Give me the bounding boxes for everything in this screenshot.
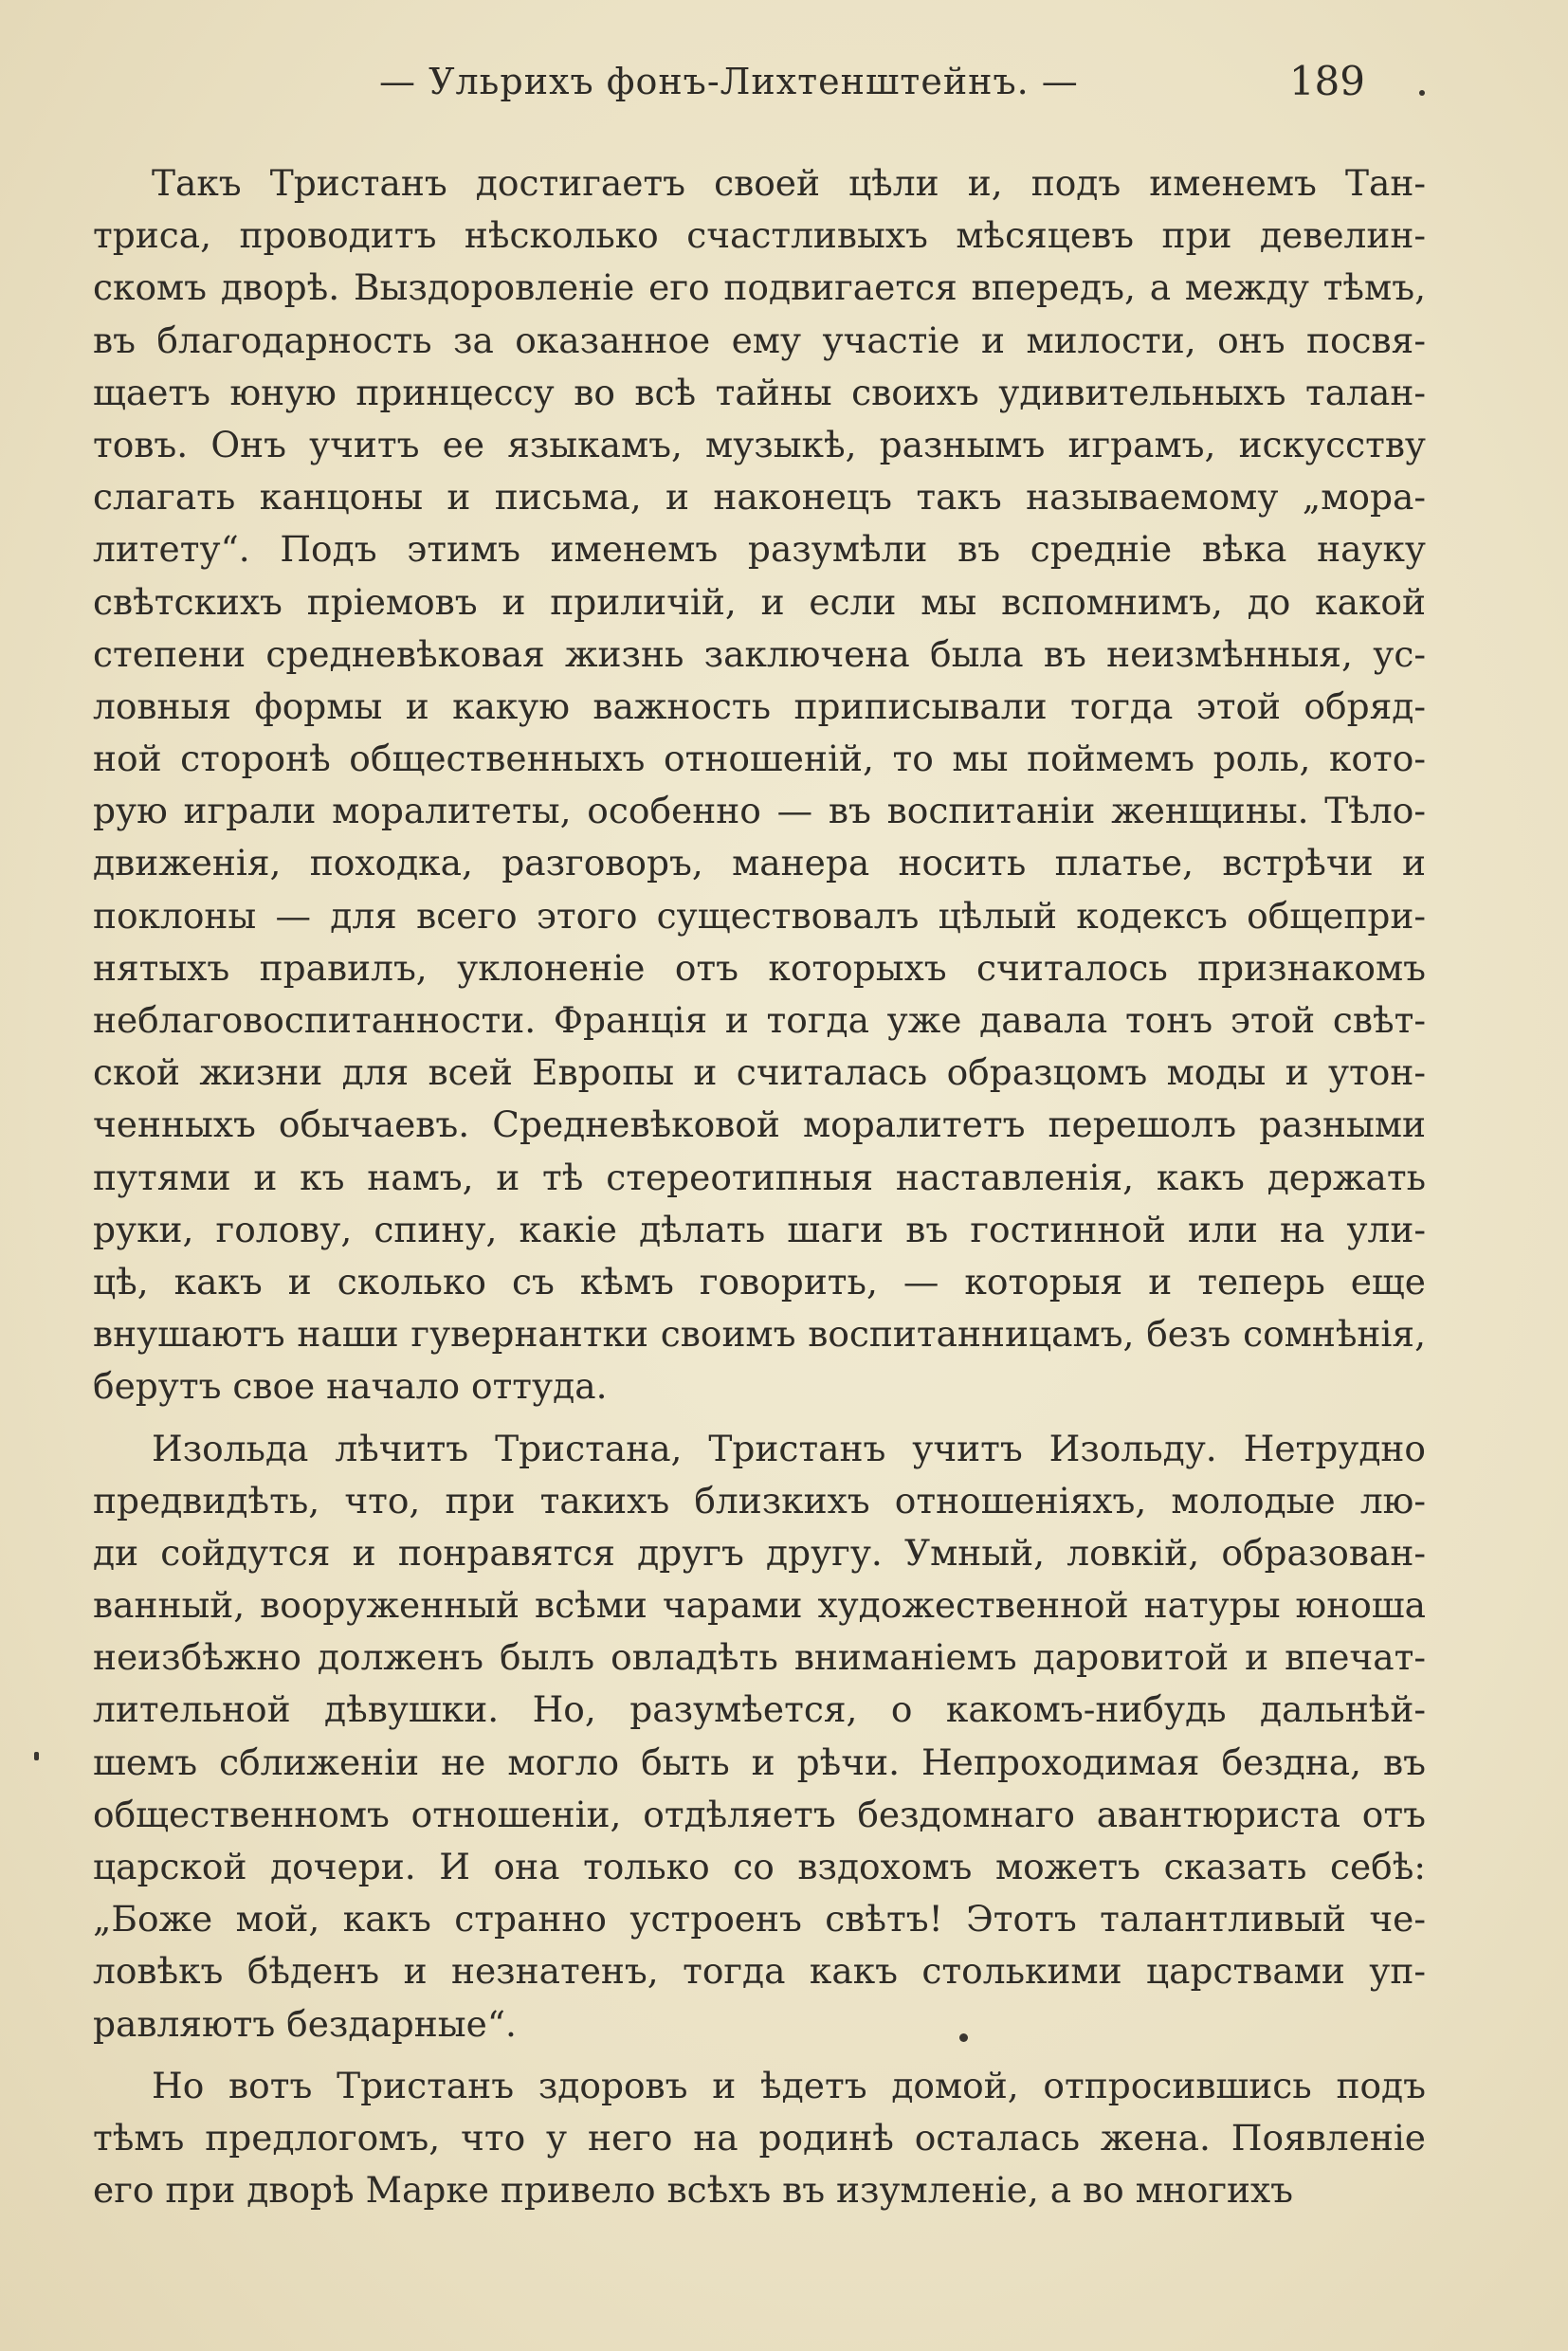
text-line: степени средневѣковая жизнь заключена была въ неизмѣнныя, ус- bbox=[93, 632, 1426, 675]
text-line: тѣмъ предлогомъ, что у него на родинѣ осталась жена. Появленіе bbox=[93, 2116, 1426, 2159]
text-line: лительной дѣвушки. Но, разумѣется, о какомъ-нибудь дальнѣй- bbox=[93, 1688, 1426, 1731]
paragraph bbox=[93, 2060, 1426, 2217]
ink-speck bbox=[1419, 90, 1425, 96]
text-line: Такъ Тристанъ достигаетъ своей цѣли и, подъ именемъ Тан- bbox=[152, 162, 1426, 204]
text-line: царской дочери. И она только со вздохомъ можетъ сказать себѣ: bbox=[93, 1846, 1426, 1887]
text-line: слагать канцоны и письма, и наконецъ такъ называемому „мора- bbox=[93, 476, 1426, 519]
text-line: нятыхъ правилъ, уклоненіе отъ которыхъ считалось признакомъ bbox=[93, 946, 1426, 989]
text-line: ди сойдутся и понравятся другъ другу. Умный, ловкій, образован- bbox=[93, 1531, 1426, 1574]
text-line: неизбѣжно долженъ былъ овладѣть вниманіемъ даровитой и впечат- bbox=[93, 1636, 1426, 1679]
ink-speck bbox=[959, 2033, 968, 2042]
text-line: ловныя формы и какую важность приписывали тогда этой обряд- bbox=[93, 684, 1426, 727]
text-line: рую играли моралитеты, особенно — въ воспитаніи женщины. Тѣло- bbox=[93, 790, 1426, 832]
text-line: свѣтскихъ пріемовъ и приличій, и если мы вспомнимъ, до какой bbox=[93, 580, 1426, 623]
text-line: ской жизни для всей Европы и считалась образцомъ моды и утон- bbox=[93, 1051, 1426, 1094]
text-line: ченныхъ обычаевъ. Средневѣковой моралитетъ перешолъ разными bbox=[93, 1103, 1426, 1146]
text-line: поклоны — для всего этого существовалъ цѣлый кодексъ общепри- bbox=[93, 894, 1426, 937]
text-line: Изольда лѣчитъ Тристана, Тристанъ учитъ Изольду. Нетрудно bbox=[152, 1427, 1426, 1469]
page-number: 189 bbox=[1288, 58, 1365, 104]
text-line: литету“. Подъ этимъ именемъ разумѣли въ средніе вѣка науку bbox=[93, 528, 1426, 571]
text-line: неблаговоспитанности. Франція и тогда уже давала тонъ этой свѣт- bbox=[93, 999, 1426, 1041]
text-line: общественномъ отношеніи, отдѣляетъ бездомнаго авантюриста отъ bbox=[93, 1793, 1426, 1835]
text-line: скомъ дворѣ. Выздоровленіе его подвигается впередъ, а между тѣмъ, bbox=[93, 266, 1426, 309]
text-line: ной сторонѣ общественныхъ отношеній, то мы поймемъ роль, кото- bbox=[93, 738, 1426, 780]
text-line: Но вотъ Тристанъ здоровъ и ѣдетъ домой, отпросившись подъ bbox=[152, 2064, 1426, 2106]
text-line: руки, голову, спину, какіе дѣлать шаги въ гостинной или на ули- bbox=[93, 1208, 1426, 1250]
text-line: „Боже мой, какъ странно устроенъ свѣтъ! Этотъ талантливый че- bbox=[93, 1898, 1426, 1941]
text-line: берутъ свое начало оттуда. bbox=[93, 1365, 608, 1408]
paragraph bbox=[93, 1423, 1426, 2050]
text-line: цѣ, какъ и сколько съ кѣмъ говорить, — которыя и теперь еще bbox=[93, 1260, 1426, 1303]
ink-speck bbox=[34, 1752, 39, 1760]
text-line: товъ. Онъ учитъ ее языкамъ, музыкѣ, разнымъ играмъ, искусству bbox=[93, 423, 1426, 465]
running-title: — Ульрихъ фонъ-Лихтенштейнъ. — bbox=[379, 61, 1079, 102]
text-line: шемъ сближеніи не могло быть и рѣчи. Непроходимая бездна, въ bbox=[93, 1740, 1426, 1783]
body-text bbox=[93, 157, 1426, 2216]
text-line: путями и къ намъ, и тѣ стереотипныя наставленія, какъ держать bbox=[93, 1156, 1426, 1198]
text-line: внушаютъ наши гувернантки своимъ воспитанницамъ, безъ сомнѣнія, bbox=[93, 1313, 1426, 1356]
page-header bbox=[379, 55, 1365, 108]
text-line: въ благодарность за оказанное ему участіе и милости, онъ посвя- bbox=[93, 319, 1426, 361]
paragraph bbox=[93, 157, 1426, 1413]
text-line: его при дворѣ Марке привело всѣхъ въ изумленіе, а во многихъ bbox=[93, 2169, 1294, 2212]
text-line: равляютъ бездарные“. bbox=[93, 2002, 517, 2045]
text-line: щаетъ юную принцессу во всѣ тайны своихъ удивительныхъ талан- bbox=[93, 371, 1426, 413]
text-line: ванный, вооруженный всѣми чарами художественной натуры юноша bbox=[93, 1584, 1426, 1627]
text-line: движенія, походка, разговоръ, манера носить платье, встрѣчи и bbox=[93, 842, 1426, 884]
text-line: предвидѣть, что, при такихъ близкихъ отношеніяхъ, молодые лю- bbox=[93, 1479, 1426, 1522]
text-line: триса, проводитъ нѣсколько счастливыхъ мѣсяцевъ при девелин- bbox=[93, 214, 1426, 257]
text-line: ловѣкъ бѣденъ и незнатенъ, тогда какъ столькими царствами уп- bbox=[93, 1950, 1426, 1993]
